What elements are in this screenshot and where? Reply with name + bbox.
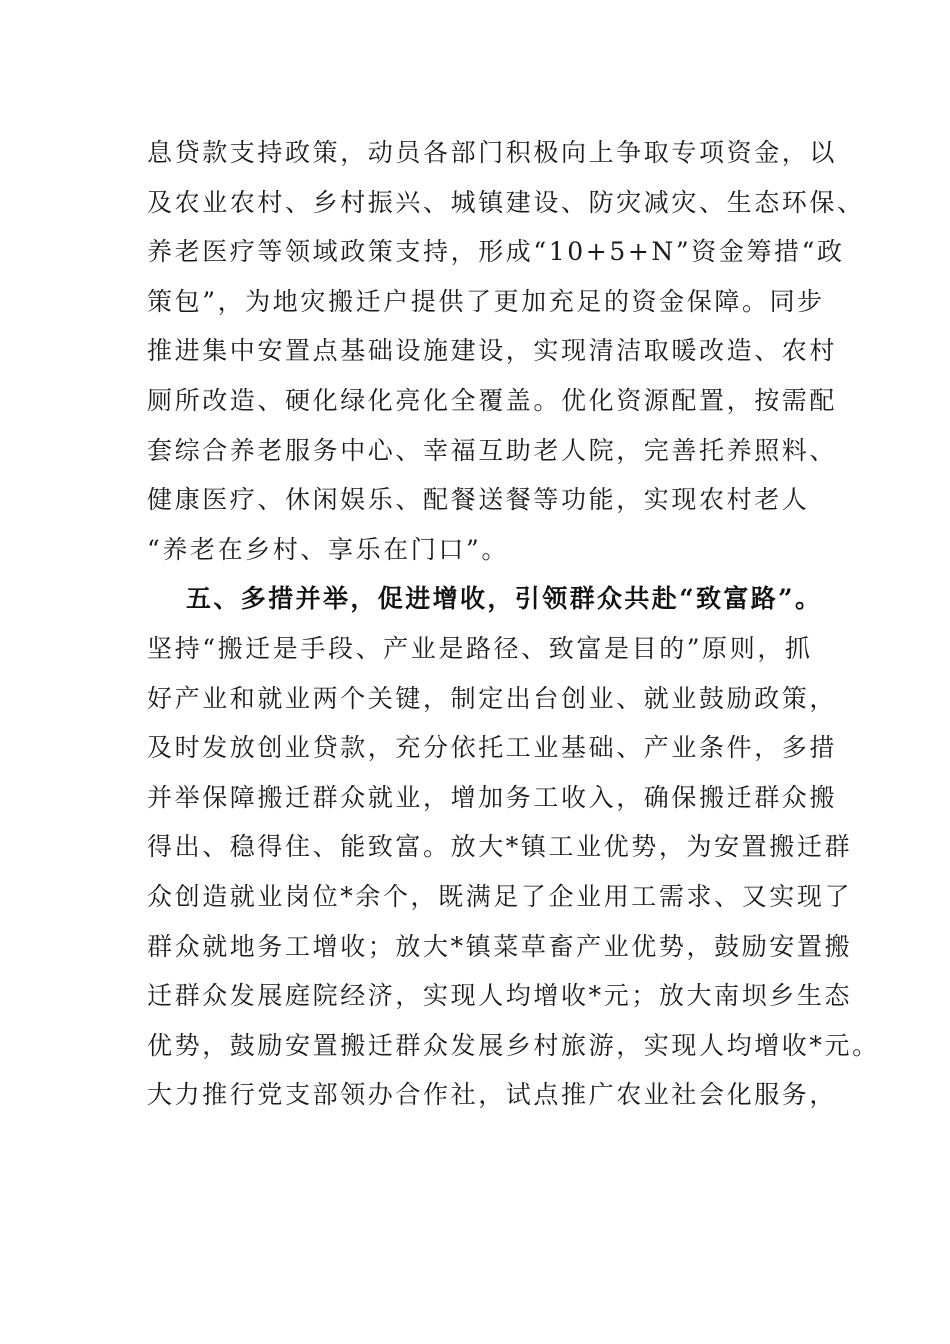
paragraph-line: “养老在乡村、享乐在门口”。 [147,535,509,564]
paragraph-line: 迁群众发展庭院经济，实现人均增收*元；放大南坝乡生态 [147,981,853,1010]
paragraph-line: 坚持“搬迁是手段、产业是路径、致富是目的”原则，抓 [147,634,813,663]
paragraph-line: 群众就地务工增收；放大*镇菜草畜产业优势，鼓励安置搬 [147,932,853,961]
paragraph-line: 推进集中安置点基础设施建设，实现清洁取暖改造、农村 [147,336,838,365]
paragraph-line: 息贷款支持政策，动员各部门积极向上争取专项资金，以 [147,138,838,167]
paragraph-line: 养老医疗等领域政策支持，形成“10+5+N”资金筹措“政 [147,237,845,266]
paragraph-line: 策包”，为地灾搬迁户提供了更加充足的资金保障。同步 [147,287,825,316]
paragraph-line: 大力推行党支部领办合作社，试点推广农业社会化服务， [147,1080,838,1109]
paragraph-line: 优势，鼓励安置搬迁群众发展乡村旅游，实现人均增收*元。 [147,1031,880,1060]
paragraph-line: 得出、稳得住、能致富。放大*镇工业优势，为安置搬迁群 [147,832,853,861]
paragraph-line: 众创造就业岗位*余个，既满足了企业用工需求、又实现了 [147,882,853,911]
paragraph-line: 及农业农村、乡村振兴、城镇建设、防灾减灾、生态环保、 [147,188,865,217]
paragraph-line: 套综合养老服务中心、幸福互助老人院，完善托养照料、 [147,436,838,465]
paragraph-line: 健康医疗、休闲娱乐、配餐送餐等功能，实现农村老人 [147,485,810,514]
paragraph-line: 及时发放创业贷款，充分依托工业基础、产业条件，多措 [147,733,838,762]
paragraph-line: 并举保障搬迁群众就业，增加务工收入，确保搬迁群众搬 [147,783,838,812]
paragraph-line: 好产业和就业两个关键，制定出台创业、就业鼓励政策， [147,684,838,713]
paragraph-line: 厕所改造、硬化绿化亮化全覆盖。优化资源配置，按需配 [147,386,838,415]
section-heading: 五、多措并举，促进增收，引领群众共赴“致富路”。 [186,584,823,613]
